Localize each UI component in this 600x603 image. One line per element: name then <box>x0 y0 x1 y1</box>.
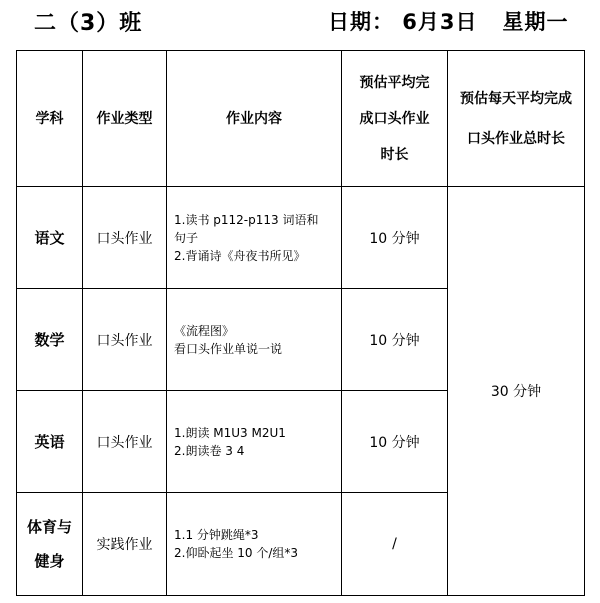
content-line: 句子 <box>174 230 199 245</box>
subject-label: 数学 <box>34 330 65 349</box>
content-line: 2.仰卧起坐 10 个/组*3 <box>174 546 299 560</box>
page-header <box>0 6 600 36</box>
header-type: 作业类型 <box>83 51 167 187</box>
header-content: 作业内容 <box>167 51 342 187</box>
homework-table <box>16 50 585 596</box>
subject-label: 英语 <box>34 432 65 451</box>
content-cell <box>167 391 342 493</box>
type-cell: 口头作业 <box>83 187 167 289</box>
header-total-line: 口头作业总时长 <box>467 130 565 147</box>
type-cell: 口头作业 <box>83 391 167 493</box>
date-weekday: 日期： 6月3日 星期一 <box>328 10 569 34</box>
header-total <box>448 51 585 187</box>
content-line: 看口头作业单说一说 <box>174 341 283 356</box>
table-row <box>17 187 585 289</box>
header-duration-line: 时长 <box>380 146 409 163</box>
duration-cell: 10 分钟 <box>342 289 448 391</box>
type-cell: 口头作业 <box>83 289 167 391</box>
header-subject: 学科 <box>17 51 83 187</box>
duration-cell: 10 分钟 <box>342 187 448 289</box>
duration-cell: 10 分钟 <box>342 391 448 493</box>
content-line: 1.1 分钟跳绳*3 <box>174 528 259 542</box>
content-cell <box>167 493 342 596</box>
subject-cell <box>17 493 83 596</box>
content-line: 2.背诵诗《舟夜书所见》 <box>174 248 306 263</box>
content-line: 2.朗读卷 3 4 <box>174 443 245 458</box>
header-duration <box>342 51 448 187</box>
class-name: 二（3）班 <box>34 11 143 36</box>
subject-cell <box>17 187 83 289</box>
table-header-row <box>17 51 585 187</box>
subject-label: 体育与 <box>26 518 72 536</box>
type-cell: 实践作业 <box>83 493 167 596</box>
content-cell <box>167 187 342 289</box>
header-total-line: 预估每天平均完成 <box>460 90 572 107</box>
content-line: 1.朗读 M1U3 M2U1 <box>174 425 286 440</box>
header-duration-line: 成口头作业 <box>359 110 430 127</box>
content-line: 1.读书 p112-p113 词语和 <box>174 212 319 227</box>
subject-cell <box>17 289 83 391</box>
subject-cell <box>17 391 83 493</box>
total-time-cell: 30 分钟 <box>448 187 585 596</box>
content-cell <box>167 289 342 391</box>
duration-cell: / <box>342 493 448 596</box>
header-duration-line: 预估平均完 <box>359 74 430 91</box>
content-line: 《流程图》 <box>174 323 235 338</box>
subject-label: 健身 <box>34 552 65 570</box>
subject-label: 语文 <box>34 228 65 247</box>
